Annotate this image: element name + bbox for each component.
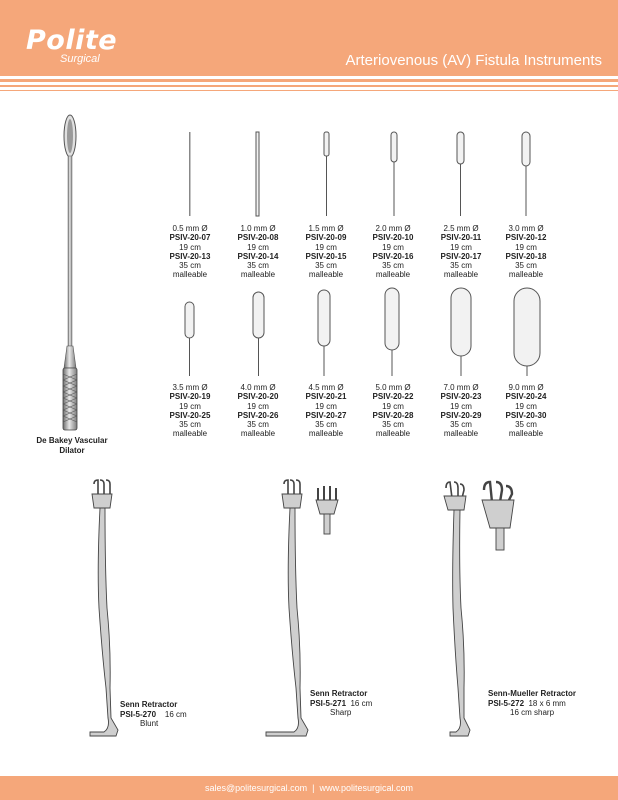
retractor-code: PSI-5-270: [120, 709, 157, 719]
dilator-code-19: PSIV-20-24: [505, 392, 547, 402]
dilator-length-19: 19 cm: [179, 401, 201, 411]
dilator-code-35: PSIV-20-16: [372, 251, 414, 261]
dilator-size: 4.0 mm Ø: [240, 383, 276, 392]
dilator-length-35: 35 cm: [179, 261, 201, 271]
dilator-label: [223, 224, 293, 280]
dilator-code-35: PSIV-20-26: [237, 410, 279, 420]
dilator-code-35: PSIV-20-29: [440, 410, 482, 420]
dilator-length-19: 19 cm: [315, 242, 337, 252]
dilator-label: [291, 383, 361, 439]
dilator-code-19: PSIV-20-12: [505, 233, 547, 243]
dilator-note: malleable: [240, 429, 276, 439]
dilator-tips-row2: [170, 286, 550, 378]
header-stripe: [0, 85, 618, 87]
dilator-length-35: 35 cm: [382, 261, 404, 271]
dilator-size: 9.0 mm Ø: [508, 383, 544, 392]
header-stripe: [0, 79, 618, 82]
dilator-size: 3.0 mm Ø: [508, 224, 544, 233]
dilator-size: 5.0 mm Ø: [375, 383, 411, 392]
dilator-length-35: 35 cm: [179, 420, 201, 430]
dilator-length-19: 19 cm: [315, 401, 337, 411]
dilator-length-35: 35 cm: [515, 261, 537, 271]
dilator-label: [291, 224, 361, 280]
debakey-dilator-image: [50, 112, 90, 434]
dilator-tip-4.0mm: [253, 292, 264, 338]
dilator-note: malleable: [308, 270, 344, 280]
dilator-length-19: 19 cm: [247, 242, 269, 252]
dilator-tip-0.5mm: [189, 132, 191, 216]
dilator-code-35: PSIV-20-27: [305, 410, 347, 420]
logo-brand: Polite: [26, 25, 118, 56]
dilator-size: 2.5 mm Ø: [443, 224, 479, 233]
dilator-label: [491, 224, 561, 280]
dilator-size: 7.0 mm Ø: [443, 383, 479, 392]
retractor-desc: Blunt: [140, 719, 159, 728]
dilator-length-35: 35 cm: [450, 261, 472, 271]
dilator-label: [155, 383, 225, 439]
header-stripe: [0, 90, 618, 91]
dilator-tips-row1: [170, 128, 550, 218]
retractor-size: 18 x 6 mm: [528, 698, 566, 708]
dilator-length-19: 19 cm: [515, 242, 537, 252]
dilator-code-35: PSIV-20-14: [237, 251, 279, 261]
retractor-size: 16 cm: [164, 709, 187, 719]
dilator-tip-1.0mm: [256, 132, 259, 216]
dilator-code-19: PSIV-20-19: [169, 392, 211, 402]
dilator-tip-2.0mm: [391, 132, 397, 162]
dilator-size: 4.5 mm Ø: [308, 383, 344, 392]
retractor-name: Senn Retractor: [310, 689, 368, 698]
dilator-size: 1.0 mm Ø: [240, 224, 276, 233]
dilator-length-19: 19 cm: [382, 242, 404, 252]
polite-logo: [26, 25, 118, 65]
retractor-desc: Sharp: [330, 708, 352, 717]
page-title: Arteriovenous (AV) Fistula Instruments: [345, 52, 602, 69]
dilator-label: [358, 224, 428, 280]
dilator-name-line1: De Bakey Vascular: [36, 436, 108, 445]
retractor-caption: [310, 689, 372, 718]
footer: [0, 776, 618, 800]
debakey-dilator-caption: [24, 436, 120, 455]
dilator-note: malleable: [443, 270, 479, 280]
retractor-code: PSI-5-271: [310, 698, 347, 708]
dilator-size: 1.5 mm Ø: [308, 224, 344, 233]
logo-sub: Surgical: [60, 53, 100, 65]
dilator-length-35: 35 cm: [315, 261, 337, 271]
dilator-tip-3.0mm: [522, 132, 530, 166]
dilator-tip-7.0mm: [451, 288, 471, 356]
dilator-code-19: PSIV-20-09: [305, 233, 347, 243]
dilator-length-19: 19 cm: [450, 401, 472, 411]
dilator-size: 3.5 mm Ø: [172, 383, 208, 392]
dilator-code-19: PSIV-20-08: [237, 233, 279, 243]
dilator-length-19: 19 cm: [515, 401, 537, 411]
retractor-caption: [488, 689, 576, 718]
dilator-length-19: 19 cm: [247, 401, 269, 411]
dilator-length-35: 35 cm: [515, 420, 537, 430]
dilator-note: malleable: [172, 270, 208, 280]
dilator-code-35: PSIV-20-18: [505, 251, 547, 261]
footer-email[interactable]: sales@politesurgical.com: [204, 783, 308, 793]
footer-website[interactable]: www.politesurgical.com: [319, 783, 414, 793]
dilator-size: 0.5 mm Ø: [172, 224, 208, 233]
dilator-name-line2: Dilator: [59, 445, 85, 455]
dilator-label: [223, 383, 293, 439]
dilator-code-19: PSIV-20-21: [305, 392, 347, 402]
dilator-length-35: 35 cm: [315, 420, 337, 430]
dilator-code-19: PSIV-20-22: [372, 392, 414, 402]
dilator-tip-2.5mm: [457, 132, 464, 164]
dilator-code-35: PSIV-20-13: [169, 251, 211, 261]
dilator-code-35: PSIV-20-28: [372, 410, 414, 420]
retractor-desc: 16 cm sharp: [510, 708, 555, 717]
dilator-note: malleable: [508, 429, 544, 439]
retractor-size: 16 cm: [350, 698, 373, 708]
dilator-label: [426, 383, 496, 439]
dilator-tip-3.5mm: [185, 302, 194, 338]
dilator-length-19: 19 cm: [382, 401, 404, 411]
dilator-code-35: PSIV-20-25: [169, 410, 211, 420]
dilator-tip-1.5mm: [324, 132, 329, 156]
dilator-tip-5.0mm: [385, 288, 399, 350]
dilator-note: malleable: [375, 429, 411, 439]
dilator-code-35: PSIV-20-30: [505, 410, 547, 420]
dilator-label: [155, 224, 225, 280]
dilator-code-35: PSIV-20-15: [305, 251, 347, 261]
dilator-label: [491, 383, 561, 439]
dilator-note: malleable: [508, 270, 544, 280]
dilator-length-35: 35 cm: [247, 261, 269, 271]
dilator-code-19: PSIV-20-20: [237, 392, 279, 402]
dilator-note: malleable: [443, 429, 479, 439]
dilator-code-19: PSIV-20-10: [372, 233, 414, 243]
dilator-length-19: 19 cm: [450, 242, 472, 252]
dilator-code-19: PSIV-20-07: [169, 233, 211, 243]
dilator-code-19: PSIV-20-11: [440, 233, 482, 243]
retractor-code: PSI-5-272: [488, 698, 525, 708]
dilator-length-35: 35 cm: [382, 420, 404, 430]
dilator-label: [358, 383, 428, 439]
dilator-length-19: 19 cm: [179, 242, 201, 252]
retractor-name: Senn-Mueller Retractor: [488, 689, 577, 698]
dilator-tip-4.5mm: [318, 290, 330, 346]
dilator-note: malleable: [308, 429, 344, 439]
dilator-size: 2.0 mm Ø: [375, 224, 411, 233]
dilator-label: [426, 224, 496, 280]
retractor-caption: [120, 700, 187, 729]
dilator-tip-9.0mm: [514, 288, 540, 366]
dilator-length-35: 35 cm: [450, 420, 472, 430]
footer-separator: |: [312, 783, 315, 793]
dilator-note: malleable: [375, 270, 411, 280]
retractor-name: Senn Retractor: [120, 700, 178, 709]
dilator-length-35: 35 cm: [247, 420, 269, 430]
dilator-note: malleable: [172, 429, 208, 439]
dilator-code-19: PSIV-20-23: [440, 392, 482, 402]
dilator-code-35: PSIV-20-17: [440, 251, 482, 261]
dilator-note: malleable: [240, 270, 276, 280]
